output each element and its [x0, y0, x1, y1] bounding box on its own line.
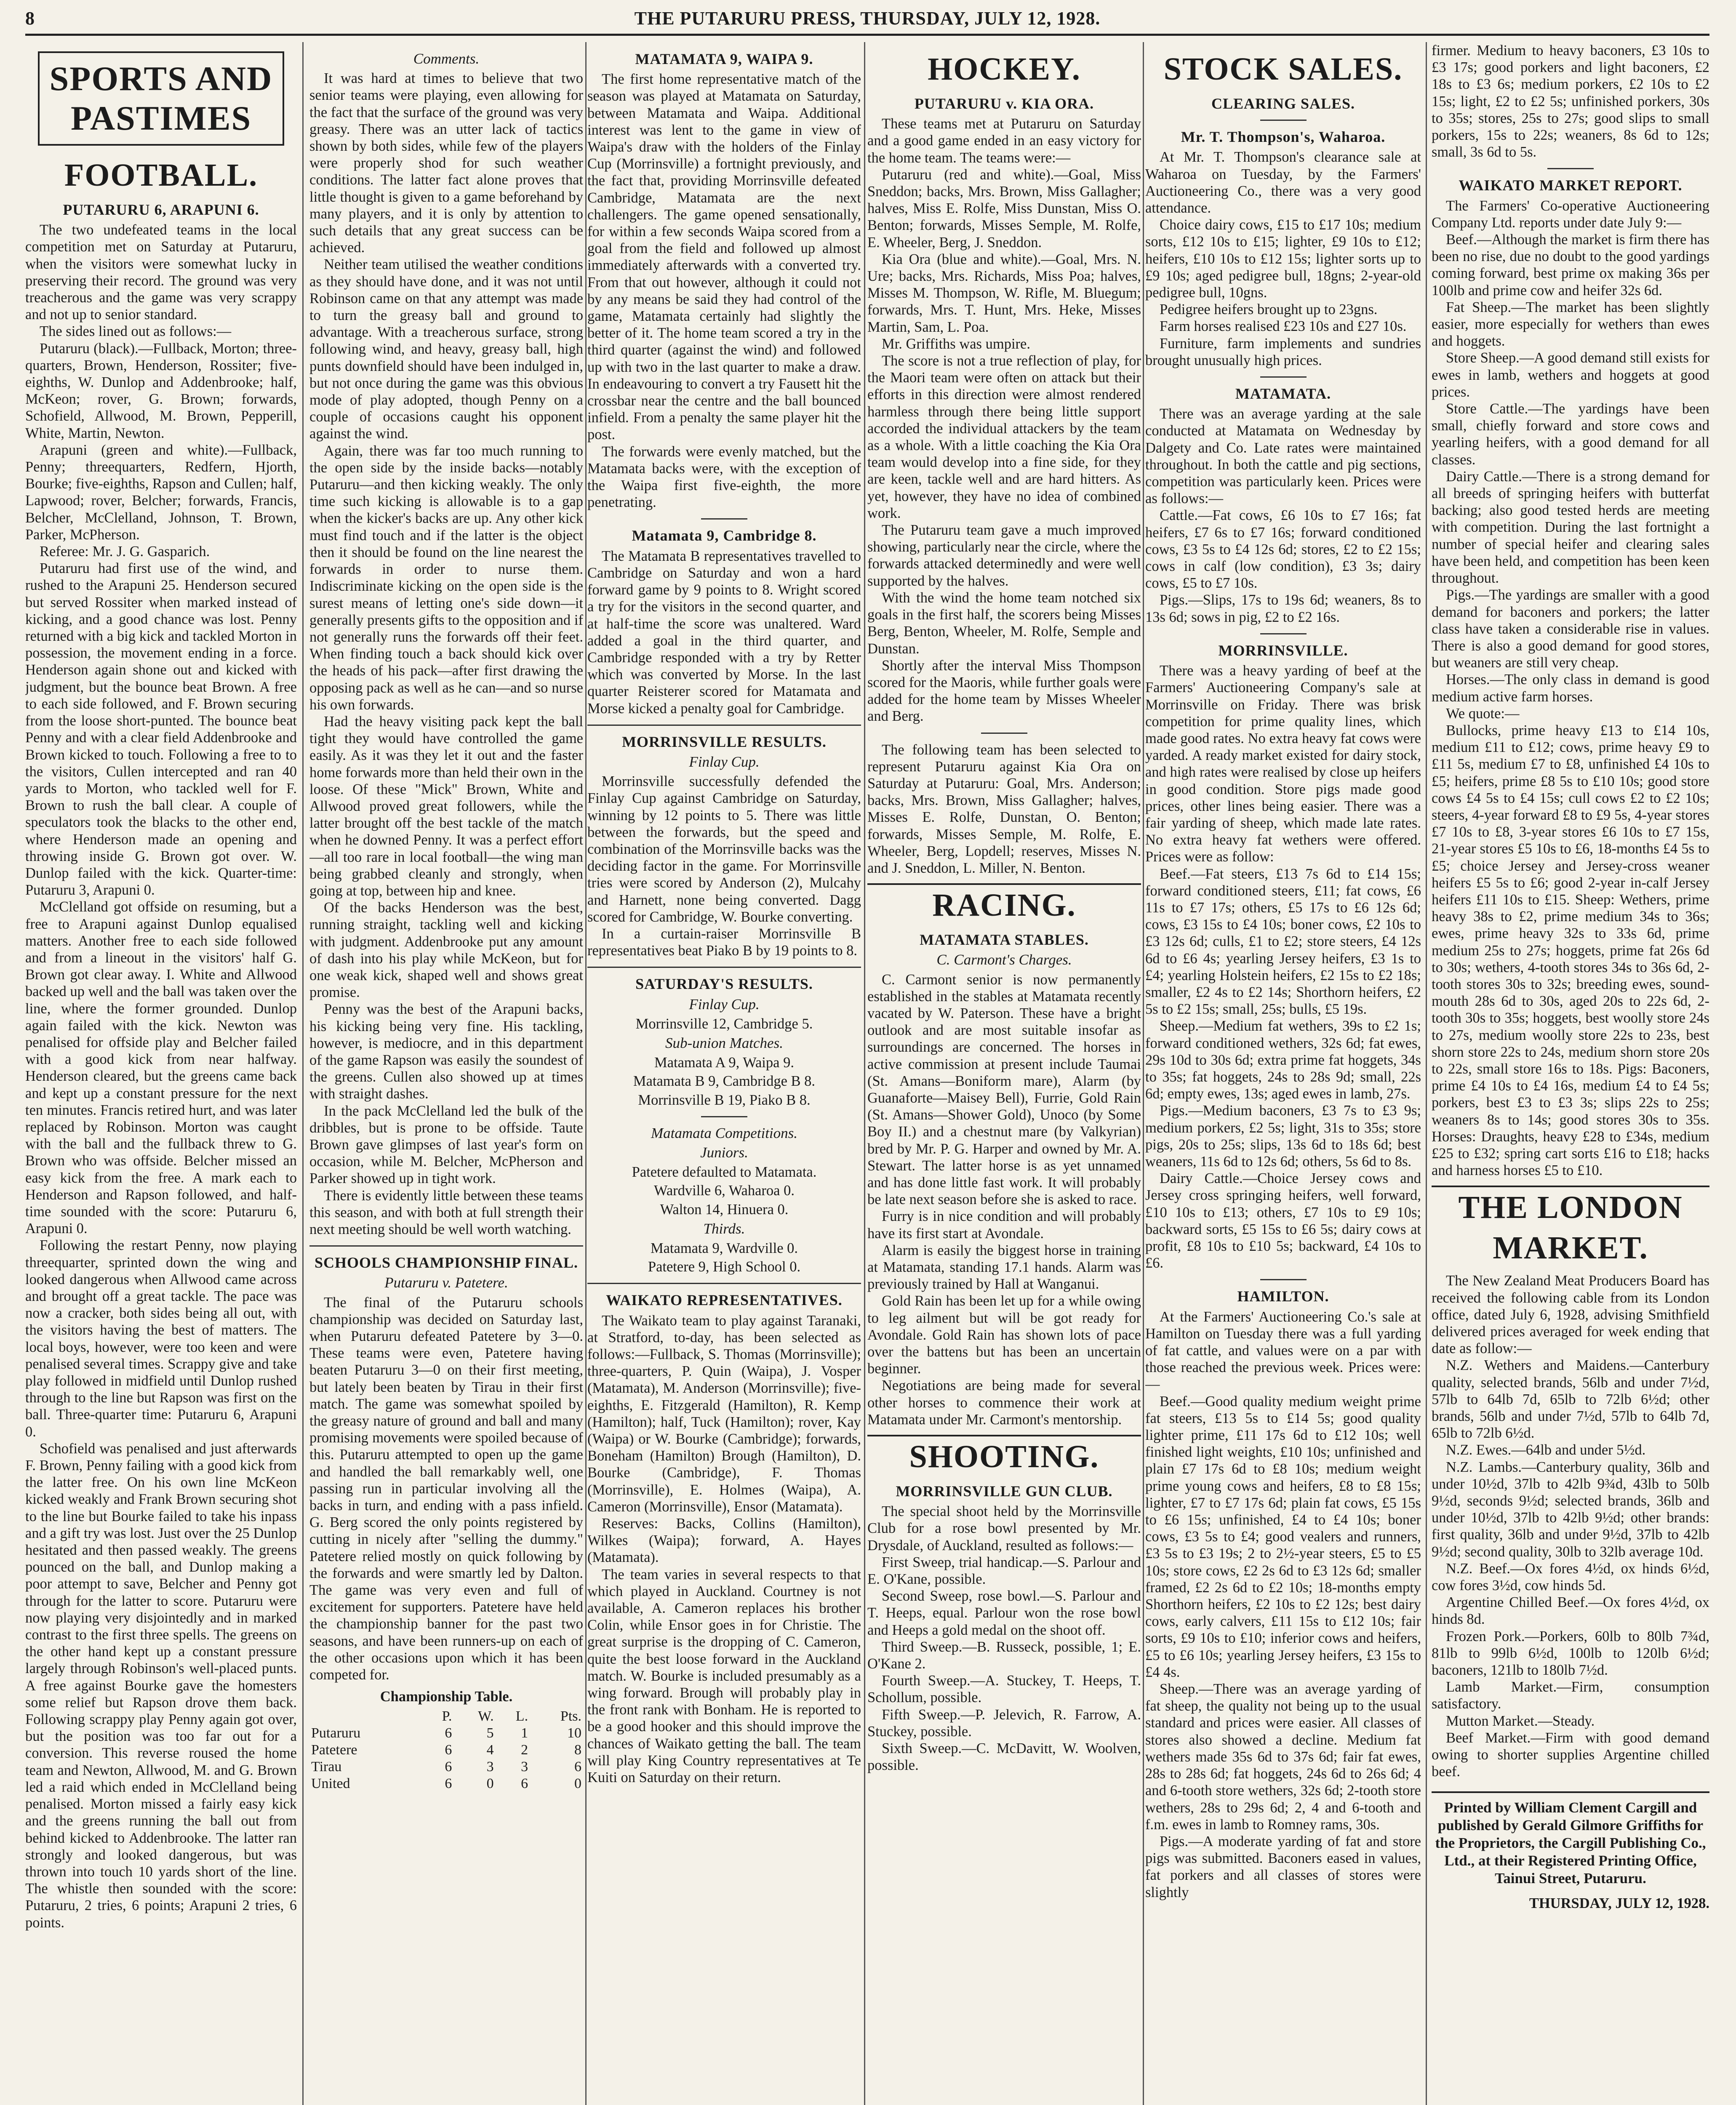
table-cell: 1	[521, 1725, 528, 1741]
paragraph: There was an average yarding at the sale conducted at Matamata on Wednesday by Dalgety and Co. Late rates were maintained throughout. In both the cattle and pig sections, competition was particularly keen. Prices were as follows:—	[1145, 406, 1421, 507]
masthead-rule	[25, 34, 1709, 36]
paragraph: Schofield was penalised and just afterwards F. Brown, Penny failing with a good kick from the latter free. On his own line McKeon kicked weakly and Frank Brown securing shot to the line but Bourke failed to take his inpass and a gift try was lost. Just over the 25 Dunlop hesitated and then passed weakly. The greens pounced on the ball, and Dunlop making a poor attempt to save, Belcher and Penny got through for the latter to score. Putaruru were now playing very disjointedly and in marked contrast to the first three spells. The greens on the other hand kept up a constant pressure largely through Robinson's well-placed punts. A free against Bourke gave the homesters some relief but Rapson drove them back. Following scrappy play Penny again got over, but the position was too far out for a conversion. This reverse roused the home team and Newton, Allwood, M. and G. Brown led a raid which ended in McClelland being penalised. Morton missed a fairly easy kick and the greens running the ball out from behind kicked to Addenbrooke. The latter ran strongly and looked dangerous, but was thrown into touch 10 yards short of the line. The whistle then sounded with the score: Putaruru, 2 tries, 6 points; Arapuni 2 tries, 6 points.	[25, 1440, 297, 1931]
paragraph: Third Sweep.—B. Russeck, possible, 1; E. O'Kane 2.	[867, 1639, 1141, 1672]
subheading-charges: C. Carmont's Charges.	[936, 951, 1072, 968]
paragraph: With the wind the home team notched six goals in the first half, the scorers being Misses Berg, Benton, Wheeler, M. Rolfe, Semple and Dunstan.	[867, 589, 1141, 657]
table-cell: 6	[445, 1742, 452, 1758]
paragraph: Fat Sheep.—The market has been slightly easier, more especially for wethers than ewes and hoggets.	[1432, 299, 1709, 349]
column-rule	[1143, 42, 1144, 2105]
table-header: Pts.	[560, 1708, 581, 1724]
paragraph: Shortly after the interval Miss Thompson scored for the Maoris, while further goals were added for the home team by Misses Wheeler and Berg.	[867, 657, 1141, 725]
paragraph: These teams met at Putaruru on Saturday and a good game ended in an easy victory for the home team. The teams were:—	[867, 116, 1141, 166]
subheading-finlay-cup: Finlay Cup.	[689, 996, 760, 1013]
paragraph: Pedigree heifers brought up to 23gns.	[1160, 301, 1378, 318]
result-line: Morrinsville B 19, Piako B 8.	[638, 1092, 811, 1108]
result-line: Matamata 9, Wardville 0.	[650, 1240, 798, 1256]
table-header	[309, 1708, 424, 1725]
comments-heading: Comments.	[413, 51, 480, 67]
result-line: Walton 14, Hinuera 0.	[660, 1201, 789, 1218]
heading-saturdays-results: SATURDAY'S RESULTS.	[635, 975, 813, 993]
result-line: Wardville 6, Waharoa 0.	[654, 1183, 795, 1199]
paragraph: Had the heavy visiting pack kept the ball tight they would have controlled the game easily. As it was they let it out and the faster home forwards more than held their own in the loose. Of these "Mick" Brown, White and Allwood proved great followers, while the latter brought off the best tackle of the match when he downed Penny. It was a perfect effort—all too rare in local football—the wing man being grabbed cleanly and strongly, when going at top, between hip and knee.	[309, 713, 583, 899]
table-cell: Putaruru	[311, 1725, 361, 1741]
subheading-juniors: Juniors.	[700, 1144, 748, 1161]
paragraph: Arapuni (green and white).—Fullback, Penny; threequarters, Redfern, Hjorth, Bourke; five-eighths, Rapson and Cullen; half, Lapwood; rover, Belcher; forwards, Francis, Belcher, McClelland, Johnson, T. Brown, Parker, McPherson.	[25, 442, 297, 543]
paragraph: The final of the Putaruru schools championship was decided on Saturday last, when Putaruru defeated Patetere by 3—0. These teams were even, Patetere having beaten Putaruru 3—0 on their first meeting, but lately been beaten by Tirau in their first match. The game was somewhat spoiled by the greasy nature of ground and ball and many promising movements were spoiled because of this. Putaruru attempted to open up the game and handled the ball remarkably well, one passing run in particular involving all the backs in turn, and ending with a pass infield. G. Berg scored the only points registered by cutting in nicely after "selling the dummy." Patetere relied mostly on quick following by the forwards and were smartly led by Dalton. The game was very even and full of excitement for supporters. Patetere have held the championship banner for the past two seasons, and have been runners-up on each of the other occasions upon which it has been competed for.	[309, 1294, 583, 1683]
column-5	[1145, 42, 1421, 2105]
table-cell: 6	[445, 1775, 452, 1791]
schools-heading: SCHOOLS CHAMPIONSHIP FINAL.	[314, 1254, 579, 1271]
table-title: Championship Table.	[380, 1689, 513, 1705]
subheading-morrinsville: MORRINSVILLE.	[1218, 642, 1348, 659]
table-header-row	[309, 1708, 583, 1725]
paragraph: Of the backs Henderson was the best, running straight, tackling well and kicking with judgment. Addenbrooke put any amount of dash into his play while McKeon, but for one weak kick, shaped well and shows great promise.	[309, 900, 583, 1001]
column-4	[867, 42, 1141, 2105]
paragraph: Store Sheep.—A good demand still exists for ewes in lamb, wethers and hoggets at good prices.	[1432, 350, 1709, 400]
table-cell: 3	[521, 1759, 528, 1775]
paragraph: Beef.—Fat steers, £13 7s 6d to £14 15s; forward conditioned steers, £11; fat cows, £6 11s to £7 17s; others, £5 17s to £6 12s 6d; cows, £3 15s to £4 10s; boner cows, £2 10s to £3 12s 6d; culls, £1 to £2; store steers, £4 12s 6d to £6 4s; yearling Jersey heifers, £3 1s to £4; yearling Holstein heifers, £2 15s to £2 18s; smaller, £2 4s to £2 14s; Shorthorn heifers, £2 5s to £2 15s; small, 25s; bulls, £5 19s.	[1145, 866, 1421, 1018]
paragraph: Negotiations are being made for several other horses to commence their work at Matamata under Mr. Carmont's mentorship.	[867, 1378, 1141, 1428]
paragraph: Kia Ora (blue and white).—Goal, Mrs. N. Ure; backs, Mrs. Richards, Miss Poa; halves, Misses M. Thompson, W. Rifle, M. Bluegum; forwards, Mrs. T. Hunt, Mrs. Heke, Misses Martin, Sam, L. Poa.	[867, 251, 1141, 335]
paragraph: Neither team utilised the weather conditions as they should have done, and it was not until Robinson came on that any attempt was made to turn the greasy ball and ground to advantage. With a treacherous surface, strong following wind, and heavy, greasy ball, high punts downfield should have been indulged in, but not once during the game was this obvious mode of play adopted, though Penny on a couple of occasions caught his opponent against the wind.	[309, 256, 583, 442]
paragraph: Lamb Market.—Firm, consumption satisfactory.	[1432, 1679, 1709, 1712]
table-cell: 2	[521, 1742, 528, 1758]
paragraph: Second Sweep, rose bowl.—S. Parlour and T. Heeps, equal. Parlour won the rose bowl and Heeps a gold medal on the shoot off.	[867, 1588, 1141, 1638]
paragraph: The two undefeated teams in the local competition met on Saturday at Putaruru, when the visitors were somewhat lucky in preserving their record. The ground was very treacherous and the game was very scrappy and not up to senior standard.	[25, 222, 297, 323]
table-header: P.	[442, 1708, 452, 1724]
paragraph: There is evidently little between these teams this season, and with both at full strength their next meeting should be well worth watching.	[309, 1187, 583, 1238]
paragraph: Fifth Sweep.—P. Jelevich, R. Farrow, A. Stuckey, possible.	[867, 1706, 1141, 1740]
paragraph: Choice dairy cows, £15 to £17 10s; medium sorts, £12 10s to £15; lighter, £9 10s to £12; heifers, £10 10s to £12 15s; lighter sorts up to £9 10s; aged pedigree bull, 18gns; 2-year-old pedigree bull, 10gns.	[1145, 217, 1421, 301]
page-number: 8	[25, 8, 35, 29]
divider	[587, 725, 861, 726]
divider	[1547, 168, 1594, 169]
printer-imprint: Printed by William Clement Cargill and published by Gerald Gilmore Griffiths for the Proprietors, the Cargill Publishing Co., Ltd., at their Registered Printing Office, Tainui Street, Putaruru.	[1432, 1791, 1709, 1887]
paragraph: Store Cattle.—The yardings have been small, chiefly forward and store cows and yearling heifers, with a good demand for all classes.	[1432, 401, 1709, 468]
paragraph: The sides lined out as follows:—	[40, 323, 232, 340]
paragraph: In a curtain-raiser Morrinsville B representatives beat Piako B by 19 points to 8.	[587, 925, 861, 959]
heading-london-market: THE LONDON MARKET.	[1432, 1186, 1709, 1268]
result-line: Matamata B 9, Cambridge B 8.	[633, 1073, 816, 1090]
column-3	[587, 42, 861, 2105]
paragraph: The Waikato team to play against Taranaki, at Stratford, to-day, has been selected as follows:—Fullback, S. Thomas (Morrinsville); three-quarters, P. Quin (Waipa), J. Vosper (Matamata), M. Anderson (Morrinsville); five-eighths, E. Fitzgerald (Hamilton), R. Kemp (Hamilton); half, Tuck (Hamilton); rover, Kay (Waipa) or W. Bourke (Cambridge); forwards, Boneham (Hamilton) Brough (Hamilton), D. Bourke (Cambridge), F. Thomas (Morrinsville), E. Holmes (Waipa), A. Cameron (Morrinsville), Ensor (Matamata).	[587, 1312, 861, 1515]
paragraph: Following the restart Penny, now playing threequarter, sprinted down the wing and looked dangerous when Allwood came across and brought off a great tackle. The pace was now a cracker, both sides being all out, with the visitors having the best of matters. The local boys, however, were too keen and were penalised several times. Scrappy give and take play followed in midfield until Dunlop rushed through to the line but Rapson was first on the ball. Three-quarter time: Putaruru 6, Arapuni 0.	[25, 1237, 297, 1440]
paragraph: Beef.—Although the market is firm there has been no rise, due no doubt to the good yardings coming forward, best prime ox making 36s per 100lb and prime cow and heifer 32s 6d.	[1432, 232, 1709, 298]
column-rule	[302, 42, 304, 2105]
table-cell: Tirau	[311, 1759, 342, 1775]
paragraph: Reserves: Backs, Collins (Hamilton), Wilkes (Waipa); forward, A. Hayes (Matamata).	[587, 1516, 861, 1566]
subheading-matamata: MATAMATA.	[1235, 385, 1331, 402]
table-cell: 6	[445, 1759, 452, 1775]
paragraph: Putaruru (black).—Fullback, Morton; three-quarters, Brown, Henderson, Rossiter; five-eighths, W. Dunlop and Addenbrooke; half, McKeon; rover, G. Brown; forwards, Schofield, Allwood, M. Brown, Pepperill, White, Martin, Newton.	[25, 340, 297, 441]
subheading-matamata-competitions: Matamata Competitions.	[651, 1124, 798, 1141]
paragraph: Morrinsville successfully defended the Finlay Cup against Cambridge on Saturday, winning by 12 points to 5. There was little between the forwards, but the speed and combination of the Morrinsville backs was the deciding factor in the game. For Morrinsville tries were scored by Anderson (2), Mulcahy and Harnett, none being converted. Dagg scored for Cambridge, W. Bourke converting.	[587, 773, 861, 925]
paragraph: We quote:—	[1446, 705, 1520, 722]
paragraph: The New Zealand Meat Producers Board has received the following cable from its London office, dated July 6, 1928, advising Smithfield delivered prices averaged for week ending that date as follow:—	[1432, 1273, 1709, 1357]
paragraph: First Sweep, trial handicap.—S. Parlour and E. O'Kane, possible.	[867, 1554, 1141, 1588]
table-cell: United	[311, 1775, 350, 1791]
table-header: L.	[515, 1708, 528, 1724]
paragraph: At the Farmers' Auctioneering Co.'s sale at Hamilton on Tuesday there was a full yarding of fat cattle, and values were on a par with those reached the previous week. Prices were:—	[1145, 1308, 1421, 1393]
newspaper-title: THE PUTARURU PRESS, THURSDAY, JULY 12, 1928.	[634, 8, 1101, 29]
paragraph: Beef Market.—Firm with good demand owing to shorter supplies Argentine chilled beef.	[1432, 1729, 1709, 1780]
paragraph: Argentine Chilled Beef.—Ox fores 4½d, ox hinds 8d.	[1432, 1594, 1709, 1628]
paragraph: firmer. Medium to heavy baconers, £3 10s to £3 17s; good porkers and light baconers, £2 18s to £3 6s; medium porkers, £2 10s to £2 15s; light, £2 to £2 5s; unfinished porkers, 30s to 35s; stores, 25s to 27s; good slips to small porkers, 15s to 22s; weaners, 8s 6d to 12s; small, 3s 6d to 5s.	[1432, 43, 1709, 160]
paragraph: At Mr. T. Thompson's clearance sale at Waharoa on Tuesday, by the Farmers' Auctioneering Co., there was a very good attendance.	[1145, 149, 1421, 216]
divider	[1260, 376, 1307, 378]
match-heading: PUTARURU 6, ARAPUNI 6.	[63, 201, 259, 218]
heading-waikato-reps: WAIKATO REPRESENTATIVES.	[606, 1292, 843, 1309]
paragraph: The Putaruru team gave a much improved showing, particularly near the circle, where the forwards attacked determinedly and were well supported by the halves.	[867, 522, 1141, 589]
paragraph: It was hard at times to believe that two senior teams were playing, even allowing for the fact that the surface of the ground was very greasy. There was an utter lack of tactics shown by both sides, while few of the players were properly shod for such weather conditions. The latter fact alone proves that little thought is given to a game beforehand by many players, and it is only by attention to such details that any great success can be achieved.	[309, 70, 583, 256]
table-cell: 0	[486, 1775, 494, 1791]
schools-subheading: Putaruru v. Patetere.	[384, 1274, 508, 1291]
paragraph: Dairy Cattle.—Choice Jersey cows and Jersey cross springing heifers, well forward, £10 10s to £13; others, £7 10s to £9 10s; backward sorts, £5 15s to £6 5s; dairy cows at profit, £8 10s to £10 5s; backward, £4 10s to £6.	[1145, 1170, 1421, 1271]
table-row	[309, 1742, 583, 1759]
paragraph: Mr. Griffiths was umpire.	[882, 336, 1030, 352]
heading-football: FOOTBALL.	[64, 157, 258, 193]
paragraph: C. Carmont senior is now permanently established in the stables at Matamata recently vacated by W. Paterson. These have a bright outlook and are most suitable insofar as surroundings are concerned. The horses in active commission at present include Taumai (St. Amans—Boniform mare), Alarm (by Guanaforte—Maisey Bell), Furrie, Gold Rain (St. Amans—Shower Gold), Unoco (by Some Boy II.) and a chestnut mare (by Valkyrian) bred by Mr. P. G. Harper and owned by Mr. A. Stewart. The latter horse is as yet unnamed and has done little fast work. It will probably be late next season before she is asked to race.	[867, 971, 1141, 1208]
divider	[1260, 633, 1307, 634]
paragraph: Farm horses realised £23 10s and £27 10s.	[1160, 318, 1407, 335]
table-cell: 4	[486, 1742, 494, 1758]
paragraph: Cattle.—Fat cows, £6 10s to £7 16s; fat heifers, £7 6s to £7 16s; forward conditioned cows, £3 5s to £4 12s 6d; stores, £2 to £2 15s; cows in calf (low condition), £3 3s; dairy cows, £5 to £7 10s.	[1145, 507, 1421, 592]
paragraph: The team varies in several respects to that which played in Auckland. Courtney is not available, A. Cameron replaces his brother Colin, while Ensor goes in for Christie. The great surprise is the dropping of C. Cameron, quite the best loose forward in the Auckland match. W. Bourke is included presumably as a wing forward. Brough will probably play in the front rank with Bonham. He is reported to be a good hooker and this should improve the chances of Waikato getting the ball. The team will play King Country representatives at Te Kuiti on Saturday on their return.	[587, 1566, 861, 1786]
paragraph: Alarm is easily the biggest horse in training at Matamata, standing 17.1 hands. Alarm was previously trained by Hall at Wanganui.	[867, 1242, 1141, 1292]
paragraph: The score is not a true reflection of play, for the Maori team were often on attack but their efforts in this direction were almost rendered harmless through there being little support accorded the individual attackers by the team as a whole. With a little coaching the Kia Ora team would develop into a fine side, for they are keen, tackle well and are hard hitters. As yet, however, they have no idea of combined work.	[867, 353, 1141, 521]
divider	[1260, 1279, 1307, 1280]
paragraph: Horses.—The only class in demand is good medium active farm horses.	[1432, 671, 1709, 705]
column-6	[1432, 42, 1709, 2105]
table-cell: 6	[574, 1759, 581, 1775]
heading-hockey: HOCKEY.	[928, 51, 1081, 87]
divider	[701, 1116, 747, 1117]
paragraph: Sheep.—There was an average yarding of fat sheep, the quality not being up to the usual standard and prices were easier. All classes of stores also showed a decline. Medium fat wethers made 35s 6d to 37s 6d; fair fat ewes, 28s to 28s 6d; fat hoggets, 24s 6d to 26s 6d; 4 and 6-tooth store wethers, 32s 6d; 2-tooth store wethers, 28s to 29s 6d; 2, 4 and 6-tooth and f.m. ewes in lamb to Romney rams, 30s.	[1145, 1681, 1421, 1833]
heading-matamata-cambridge: Matamata 9, Cambridge 8.	[632, 527, 817, 544]
dateline: THURSDAY, JULY 12, 1928.	[1529, 1895, 1709, 1911]
table-cell: Patetere	[311, 1742, 357, 1758]
paragraph: Pigs.—A moderate yarding of fat and store pigs was submitted. Baconers eased in values, fat porkers and all classes of stores were slightly	[1145, 1833, 1421, 1900]
divider	[701, 518, 747, 520]
column-rule	[864, 42, 865, 2105]
paragraph: Furniture, farm implements and sundries brought unusually high prices.	[1145, 335, 1421, 368]
paragraph: The first home representative match of the season was played at Matamata on Saturday, between Matamata and Waipa. Additional interest was lent to the game in view of Waipa's draw with the holders of the Finlay Cup (Morrinsville) a fortnight previously, and the fact that, providing Morrinsville defeated Cambridge, Matamata are the next challengers. The game opened sensationally, for within a few seconds Waipa scored from a goal from the field and followed up almost immediately afterwards with a converted try. From that out however, although it could not by any means be said they had control of the game, Matamata certainly had slightly the better of it. The home team scored a try in the third quarter (against the wind) and followed up with two in the last quarter to make a draw. In endeavouring to convert a try Fausett hit the crossbar near the centre and the ball bounced infield. From a penalty the same player hit the post.	[587, 71, 861, 443]
paragraph: N.Z. Lambs.—Canterbury quality, 36lb and under 10½d, 37lb to 42lb 9¾d, 43lb to 50lb 9½d, seconds 9½d; selected brands, 36lb and under 10½d, 37lb to 42lb 9½d; other brands: first quality, 36lb and under 9½d, 37lb to 42lb 9½d; second quality, 30lb to 32lb average 10d.	[1432, 1459, 1709, 1560]
paragraph: Pigs.—The yardings are smaller with a good demand for baconers and porkers; the latter class have taken a considerable rise in values. There is also a good demand for good stores, but weaners are still very cheap.	[1432, 587, 1709, 671]
paragraph: There was a heavy yarding of beef at the Farmers' Auctioneering Company's sale at Morrinsville on Friday. There was brisk competition for prime quality lines, which made good rates. No extra heavy fat cows were yarded. A ready market existed for dairy stock, and high rates were realised by close up heifers in good condition. Store pigs made good prices, other lines being easier. There was a fair yarding of sheep, which made late rates. No extra heavy fat wethers were offered. Prices were as follow:	[1145, 663, 1421, 865]
heading-morrinsville-results: MORRINSVILLE RESULTS.	[622, 733, 827, 750]
paragraph: Dairy Cattle.—There is a strong demand for all breeds of springing heifers with butterfat backing; also good tested herds are meeting with competition. During the last fortnight a number of special heifer and clearing sales have been held, and competition has been keen throughout.	[1432, 468, 1709, 586]
paragraph: Mutton Market.—Steady.	[1446, 1713, 1595, 1729]
divider	[981, 733, 1027, 734]
divider	[309, 1245, 583, 1247]
result-line: Patetere 9, High School 0.	[648, 1259, 801, 1275]
table-row	[309, 1725, 583, 1742]
subheading-sub-union: Sub-union Matches.	[665, 1034, 783, 1051]
paragraph: N.Z. Beef.—Ox fores 4½d, ox hinds 6½d, cow fores 3½d, cow hinds 5d.	[1432, 1560, 1709, 1594]
table-row	[309, 1759, 583, 1775]
heading-racing: RACING.	[867, 883, 1141, 925]
table-cell: 6	[445, 1725, 452, 1741]
heading-stock-sales: STOCK SALES.	[1163, 51, 1403, 87]
paragraph: Sheep.—Medium fat wethers, 39s to £2 1s; forward conditioned wethers, 32s 6d; fat ewes, 29s 10d to 30s 6d; extra prime fat hoggets, 34s to 35s; fat hoggets, 24s to 28s 9d; small, 22s 6d; empty ewes, 13s; aged ewes in lamb, 27s.	[1145, 1018, 1421, 1102]
column-rule	[1426, 42, 1427, 2105]
paragraph: Referee: Mr. J. G. Gasparich.	[40, 544, 210, 560]
table-cell: 10	[567, 1725, 581, 1741]
column-rule	[585, 42, 587, 2105]
column-1	[25, 42, 297, 2105]
table-row	[309, 1775, 583, 1792]
subheading-thompson: Mr. T. Thompson's, Waharoa.	[1181, 128, 1386, 146]
paragraph: Frozen Pork.—Porkers, 60lb to 80lb 7¾d, 81lb to 99lb 6½d, 100lb to 120lb 6½d; baconers, 121lb to 180lb 7½d.	[1432, 1628, 1709, 1679]
masthead	[25, 8, 1709, 33]
paragraph: In the pack McClelland led the bulk of the dribbles, but is prone to be offside. Taute Brown gave glimpses of last year's form on occasion, while M. Belcher, McPherson and Parker showed up in tight work.	[309, 1103, 583, 1187]
table-cell: 3	[486, 1759, 494, 1775]
subheading-gun-club: MORRINSVILLE GUN CLUB.	[896, 1483, 1113, 1500]
paragraph: Beef.—Good quality medium weight prime fat steers, £13 5s to £14 5s; good quality lighter prime, £11 17s 6d to £12 10s; well finished light weights, £10 10s; unfinished and plain £7 17s 6d to £8 10s; medium weight prime young cows and heifers, £8 to £8 15s; lighter, £7 to £7 17s 6d; plain fat cows, £5 15s to £6 15s; unfinished, £4 to £4 10s; boner cows, £3 5s to £4; good vealers and runners, £3 5s to £3 19s; 2 to 2½-year steers, £5 to £5 10s; store cows, £2 2s 6d to £3 12s 6d; smaller framed, £2 2s 6d to £2 10s; 18-months empty Shorthorn heifers, £2 10s to £2 12s; best dairy cows, early calvers, £11 15s to £12 10s; fair sorts, £9 10s to £10; inferior cows and heifers, £5 to £6 10s; yearling Jersey heifers, £3 15s to £4 4s.	[1145, 1393, 1421, 1680]
heading-shooting: SHOOTING.	[867, 1435, 1141, 1477]
paragraph: Again, there was far too much running to the open side by the inside backs—notably Putaruru—and then kicking weakly. The only time such kicking is allowable is to a gap when the kicker's backs are up. Any other kick must find touch and if the latter is the object then it should be found on the line nearest the forwards in order to nurse them. Indiscriminate kicking on the open side is the surest means of letting one's side down—it generally presents gifts to the opposition and if not generally runs the forwards off their feet. When finding touch a back should kick over the heads of his pack—after first drawing the opposing pack as well as he can—and so nurse his own forwards.	[309, 442, 583, 713]
table-cell: 6	[521, 1775, 528, 1791]
paragraph: Sixth Sweep.—C. McDavitt, W. Woolven, possible.	[867, 1740, 1141, 1774]
table-cell: 5	[486, 1725, 494, 1741]
divider	[1260, 120, 1307, 121]
heading-matamata-waipa: MATAMATA 9, WAIPA 9.	[635, 51, 813, 67]
paragraph: Gold Rain has been let up for a while owing to leg ailment but will be got ready for Avondale. Gold Rain has shown lots of pace over the battens but has been an uncertain beginner.	[867, 1293, 1141, 1377]
paragraph: Bullocks, prime heavy £13 to £14 10s, medium £11 to £12; cows, prime heavy £9 to £11 5s, medium £7 to £8, unfinished £4 10s to £5; heifers, prime £8 5s to £10 10s; good store cows £4 5s to £4 15s; cull cows £2 to £2 10s; steers, 4-year forward £8 to £9 5s, 4-year stores £7 10s to £8, 3-year stores £6 10s to £7 15s, 21-year stores £5 10s to £6, 18-months £4 5s to £5; choice Jersey and Jersey-cross weaner heifers £5 5s to £6; good 2-year in-calf Jersey heifers £11 10s to £15. Sheep: Wethers, prime heavy 38s to £2, prime medium 34s to 36s; ewes, prime heavy 32s to 33s 6d, prime medium 25s to 27s; hoggets, prime fat 26s 6d to 30s; wethers, 4-tooth stores 34s to 36s 6d, 2-tooth stores 30s to 32s; breeding ewes, sound-mouth 28s 6d to 30s, aged 20s to 22s 6d, 2-tooth 30s to 35s; hoggets, best woolly store 24s to 27s, medium woolly store 22s to 23s, best shorn store 22s to 24s, medium shorn store 20s to 22s, small store 16s to 18s. Pigs: Baconers, prime £4 10s to £4 16s, medium £4 to £4 5s; porkers, best £3 to £3 3s; slips 22s to 25s; weaners 8s to 14s; good stores 30s to 35s. Horses: Draughts, heavy £28 to £34s, medium £25 to £32; spring cart sorts £16 to £18; hacks and harness horses £5 to £10.	[1432, 722, 1709, 1179]
paragraph: McClelland got offside on resuming, but a free to Arapuni against Dunlop equalised matters. Another free to each side followed and from a lineout in the visitors' half G. Brown got clear away. I. White and Allwood backed up well and the ball was taken over the line, where the former grounded. Dunlop again failed with the kick. Newton was penalised for offside play and Belcher failed with a good kick from near halfway. Henderson cleared, but the greens came back and kept up a constant pressure for the next ten minutes. Francis retired hurt, and was later replaced by Robinson. Morton was caught with the ball and the fullback threw to G. Brown who was offside. Belcher missed an easy kick from the free. A mark each to Henderson and Rapson followed, and half-time sounded with the score: Putaruru 6, Arapuni 0.	[25, 899, 297, 1237]
result-line: Patetere defaulted to Matamata.	[632, 1164, 817, 1180]
paragraph: The following team has been selected to represent Putaruru against Kia Ora on Saturday at Putaruru: Goal, Mrs. Anderson; backs, Mrs. Brown, Miss Gallagher; halves, Misses E. Rolfe, Dunstan, O. Benton; forwards, Misses Semple, M. Rolfe, E. Wheeler, Berg, Lopdell; reserves, Misses N. and J. Sneddon, L. Miller, N. Benton.	[867, 741, 1141, 876]
paragraph: Fourth Sweep.—A. Stuckey, T. Heeps, T. Schollum, possible.	[867, 1673, 1141, 1706]
paragraph: Pigs.—Medium baconers, £3 7s to £3 9s; medium porkers, £2 5s; light, 31s to 35s; store pigs, 20s to 25s; slips, 13s 6d to 18s 6d; best weaners, 11s 6d to 12s 6d; others, 5s 6d to 8s.	[1145, 1103, 1421, 1170]
result-line: Matamata A 9, Waipa 9.	[654, 1055, 794, 1071]
column-2	[309, 42, 583, 2105]
paragraph: The Farmers' Co-operative Auctioneering Company Ltd. reports under date July 9:—	[1432, 197, 1709, 231]
divider	[587, 1283, 861, 1284]
table-cell: 8	[574, 1742, 581, 1758]
paragraph: The forwards were evenly matched, but the Matamata backs were, with the exception of the Waipa first five-eighth, the more penetrating.	[587, 443, 861, 511]
paragraph: Furry is in nice condition and will probably have its first start at Avondale.	[867, 1208, 1141, 1242]
subheading-stables: MATAMATA STABLES.	[920, 931, 1089, 949]
result-line: Morrinsville 12, Cambridge 5.	[635, 1015, 813, 1032]
subheading-thirds: Thirds.	[703, 1220, 745, 1237]
paragraph: Putaruru (red and white).—Goal, Miss Sneddon; backs, Mrs. Brown, Miss Gallagher; halves, Miss E. Rolfe, Miss Dunstan, Miss O. Benton; forwards, Misses Semple, M. Rolfe, E. Wheeler, Berg, J. Sneddon.	[867, 166, 1141, 250]
subheading-hockey-match: PUTARURU v. KIA ORA.	[914, 95, 1094, 112]
football-report	[25, 221, 297, 1931]
divider	[587, 967, 861, 968]
paragraph: N.Z. Ewes.—64lb and under 5½d.	[1446, 1442, 1646, 1458]
subheading-hamilton: HAMILTON.	[1237, 1288, 1329, 1305]
subheading-finlay-cup: Finlay Cup.	[689, 753, 760, 770]
paragraph: Pigs.—Slips, 17s to 19s 6d; weaners, 8s to 13s 6d; sows in pig, £2 to £2 16s.	[1145, 592, 1421, 625]
subheading-clearing-sales: CLEARING SALES.	[1211, 95, 1355, 112]
subheading-waikato-market: WAIKATO MARKET REPORT.	[1459, 177, 1683, 194]
section-title-sports: SPORTS AND PASTIMES	[38, 51, 284, 146]
paragraph: Penny was the best of the Arapuni backs, his kicking being very fine. His tackling, however, is mediocre, and in this department of the game Rapson was easily the soundest of the greens. Cullen also showed up at times with straight dashes.	[309, 1001, 583, 1102]
paragraph: Putaruru had first use of the wind, and rushed to the Arapuni 25. Henderson secured but served Rossiter when marked instead of kicking, and a good chance was lost. Penny returned with a big kick and tackled Morton in possession, the movement ending in a force. Henderson again shone out and kicked with judgment, but the bounce beat Brown. A free to each side followed, and F. Brown securing from the loose short-punted. The bounce beat Penny and with a clear field Addenbrooke and Brown kicked to touch. Following a free to to the visitors, Cullen intercepted and ran 40 yards to Morton, who tackled well for F. Brown to rush the ball clear. A couple of speculators took the blacks to the other end, where Henderson made an opening and throwing inside G. Brown got over. W. Dunlop failed with the kick. Quarter-time: Putaruru 3, Arapuni 0.	[25, 560, 297, 898]
paragraph: N.Z. Wethers and Maidens.—Canterbury quality, selected brands, 56lb and under 7½d, 57lb to 64lb 7d, 65lb to 72lb 6½d; other brands, 56lb and under 7½d, 57lb to 64lb 7d, 65lb to 72lb 6½d.	[1432, 1357, 1709, 1442]
table-cell: 0	[574, 1775, 581, 1791]
table-header: W.	[478, 1708, 494, 1724]
paragraph: The Matamata B representatives travelled to Cambridge on Saturday and won a hard forward game by 9 points to 8. Wright scored a try for the visitors in the second quarter, and at half-time the score was unaltered. Ward added a goal in the third quarter, and Cambridge responded with a try by Retter which was converted by Morse. In the last quarter Reisterer scored for Matamata and Morse kicked a penalty goal for Cambridge.	[587, 548, 861, 717]
championship-table	[309, 1708, 583, 1792]
paragraph: The special shoot held by the Morrinsville Club for a rose bowl presented by Mr. Drysdale, of Auckland, resulted as follows:—	[867, 1503, 1141, 1553]
